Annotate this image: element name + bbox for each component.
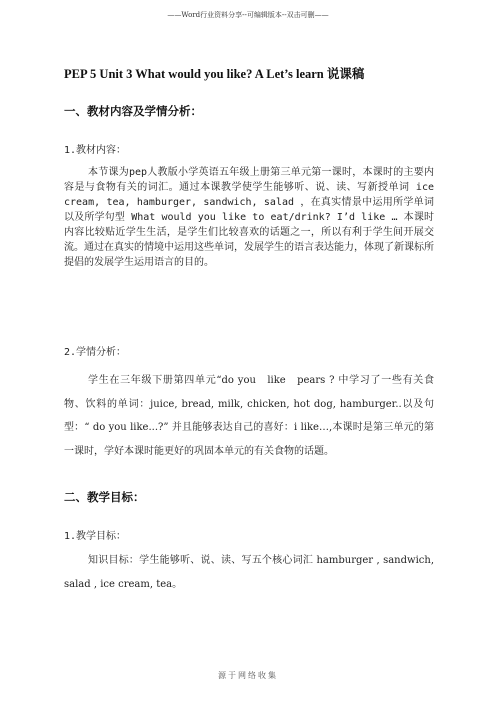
document-title: PEP 5 Unit 3 What would you like? A Let’s learn 说课稿 (64, 67, 365, 81)
page-header: ——Word行业资料分享--可编辑版本--双击可删—— (167, 11, 329, 19)
paragraph-analysis: 学生在三年级下册第四单元“do you like pears ? 中学习了一些有关食物、饮料的单词：juice, bread, milk, chicken, hot dog, hamburger..以及句型：“ do you like...?” 并且能够表达自己的喜好：i like…,本课时是第三单元的第一课时，学好本课时能更好的巩固本单元的有关食物的话题。 (64, 375, 434, 457)
page-footer: 源于网络收集 (218, 671, 278, 680)
paragraph-objectives: 知识目标：学生能够听、说、读、写五个核心词汇 hamburger , sandwich, salad , ice cream, tea。 (64, 555, 434, 590)
section-heading-1: 一、教材内容及学情分析： (64, 104, 202, 118)
section-heading-2: 二、教学目标： (64, 490, 145, 504)
paragraph-content: 本节课为pep人教版小学英语五年级上册第三单元第一课时，本课时的主要内容是与食物有关的词汇。通过本课教学使学生能够听、说、读、写新授单词 ice cream, tea, hamburger, sandwich, salad ，在真实情景中运用所学单词以及所学句型 What would you like to eat/drink? I’d like … 本课时内容比较贴近学生生活，是学生们比较喜欢的话题之一，所以有利于学生间开展交流。通过在真实的情境中运用这些单词，发展学生的语言表达能力，体现了新课标所提倡的发展学生运用语言的目的。 (64, 167, 434, 268)
subheading-content: 1.教材内容： (64, 145, 127, 156)
subheading-analysis: 2.学情分析： (64, 347, 127, 358)
subheading-objectives: 1.教学目标： (64, 531, 127, 542)
